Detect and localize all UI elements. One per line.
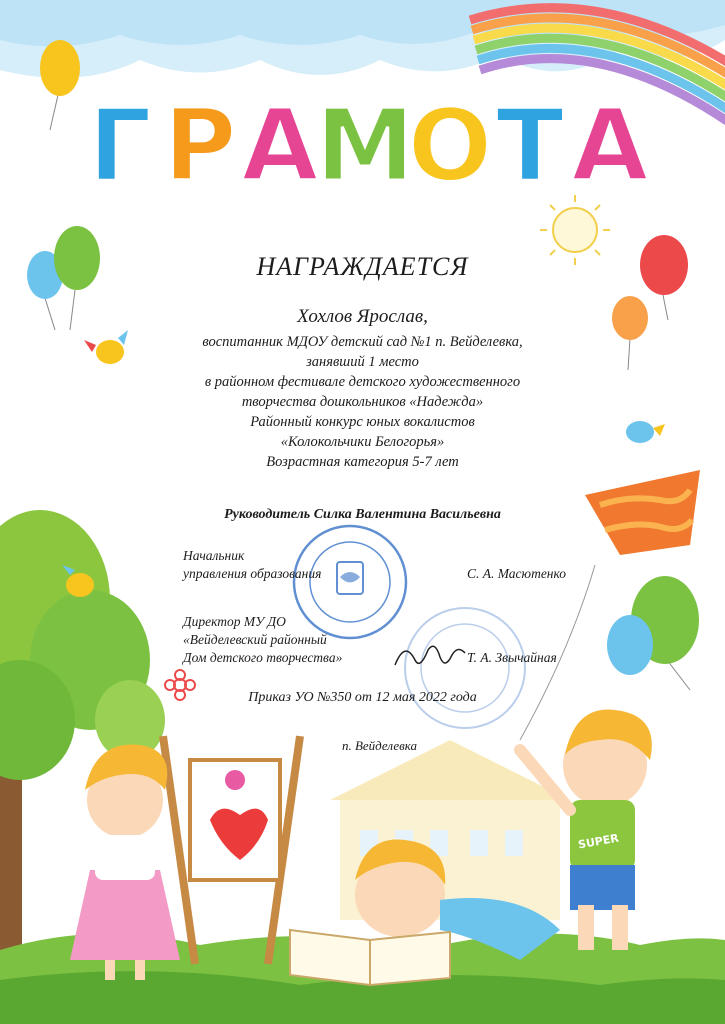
- award-text-line: творчества дошкольников «Надежда»: [241, 394, 484, 410]
- title-art: [75, 80, 655, 205]
- head-title-line2: управления образования: [183, 566, 322, 581]
- award-text-line: Районный конкурс юных вокалистов: [250, 414, 475, 430]
- award-text-line: «Колокольчики Белогорья»: [280, 434, 445, 450]
- title-letter-1: Г: [88, 87, 152, 204]
- title-letter-4: М: [315, 87, 415, 204]
- official-stamp: [290, 522, 410, 642]
- title-letter-7: А: [571, 87, 649, 204]
- head-name: С. А. Масютенко: [467, 566, 567, 581]
- award-text-line: занявший 1 место: [306, 354, 419, 370]
- order-line: Приказ УО №350 от 12 мая 2022 года: [248, 690, 477, 705]
- director-title-line1: Директор МУ ДО: [183, 614, 286, 629]
- title-letter-5: О: [407, 87, 493, 204]
- tshirt-text: SUPER: [577, 831, 620, 852]
- director-title-line2: «Вейделевский районный: [183, 632, 327, 647]
- place-line: п. Вейделевка: [341, 738, 418, 753]
- director-name: Т. А. Звычайная: [467, 650, 557, 665]
- award-text-line: Возрастная категория 5-7 лет: [266, 454, 459, 470]
- title-letter-6: Т: [495, 87, 565, 204]
- director-signature: [390, 635, 470, 675]
- head-title-line1: Начальник: [183, 548, 245, 563]
- title-letter-3: А: [241, 87, 319, 204]
- awarded-heading: НАГРАЖДАЕТСЯ: [256, 252, 469, 281]
- supervisor-line: Руководитель Силка Валентина Васильевна: [224, 507, 501, 522]
- director-title-line3: Дом детского творчества»: [183, 650, 343, 665]
- award-text-line: в районном фестивале детского художественного: [204, 374, 521, 390]
- award-text-line: воспитанник МДОУ детский сад №1 п. Вейделевка,: [202, 334, 523, 350]
- title-letter-2: Р: [163, 87, 237, 204]
- recipient-name: Хохлов Ярослав,: [297, 306, 428, 327]
